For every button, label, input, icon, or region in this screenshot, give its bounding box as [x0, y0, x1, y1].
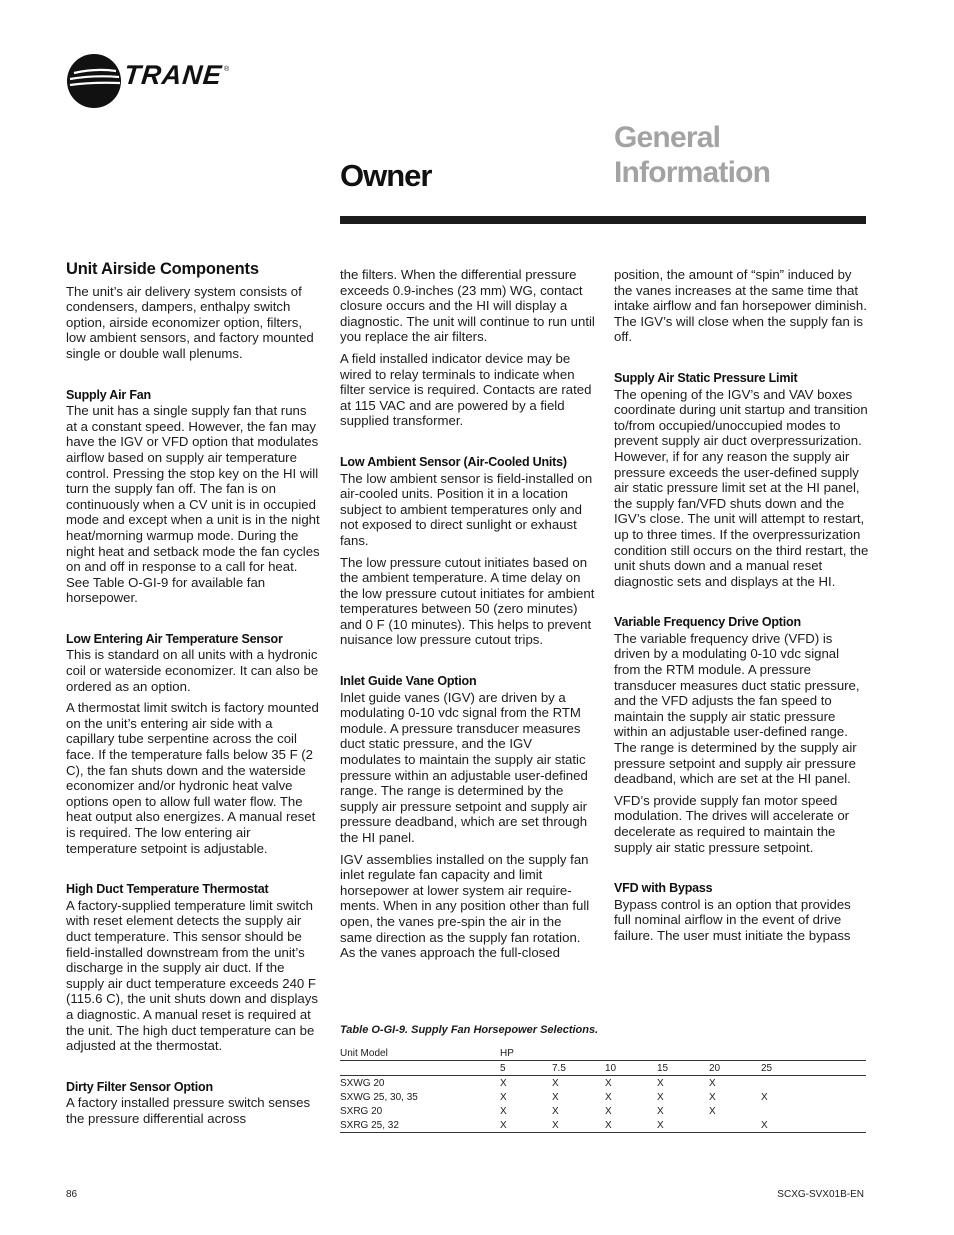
registered-mark: ® — [224, 66, 230, 73]
vfd-paragraph-2: VFD’s provide supply fan motor speed modulation. The drives will accelerate or decelerate as required to maintain the supply air static pressure setpoint. — [614, 792, 850, 855]
table-row — [340, 1118, 866, 1133]
low-ambient-heading: Low Ambient Sensor (Air-Cooled Units) — [340, 454, 567, 469]
supply-fan-paragraph: The unit has a single supply fan that runs at a constant speed. However, the fan may have the IGV or VFD option that modulates airflow based on supply air temperature control. Pressing the stop key on the HI will turn the supply fan off. The fan is on continuously when a CV unit is in occupied mode and except when a unit is in the night heat/morning warmup mode. During the night heat and setback mode the fan cycles on and off in response to a call for heat. See Table O-GI-9 for available fan horsepower. — [66, 403, 320, 606]
low-ambient-paragraph-2: The low pressure cutout initiates based on the ambient temperature. A time delay on the low pressure cutout initiates for ambient temperatures between 50 (zero minutes) and 0 F (10 minutes). This helps to prevent nuisance low pressure cutout trips. — [340, 554, 595, 648]
title-rule — [340, 216, 866, 224]
igv-paragraph-1: Inlet guide vanes (IGV) are driven by a modulating 0-10 vdc signal from the RTM module. A pressure transducer measures duct static pressure, and the IGV modulates to maintain the supply air static pressure within an adjustable user-defined range. The range is determined by the supply air pressure setpoint and supply air pressure deadband, which are set through the HI panel. — [340, 689, 588, 845]
model-cell: SXRG 20 — [340, 1105, 383, 1117]
model-cell: SXWG 20 — [340, 1077, 385, 1089]
mark-cell: X — [709, 1105, 716, 1117]
supply-fan-heading: Supply Air Fan — [66, 387, 151, 402]
hp-value: 5 — [500, 1061, 552, 1076]
column-1 — [66, 262, 320, 1133]
igv-heading: Inlet Guide Vane Option — [340, 674, 477, 689]
mark-cell: X — [500, 1077, 507, 1089]
unit-model-header: Unit Model — [340, 1046, 500, 1061]
mark-cell: X — [657, 1077, 664, 1089]
mark-cell: X — [709, 1077, 716, 1089]
dirty-filter-heading: Dirty Filter Sensor Option — [66, 1079, 213, 1094]
bypass-paragraph: Bypass control is an option that provides full nominal airflow in the event of drive failure. The user must initiate the bypass — [614, 896, 851, 943]
mark-cell: X — [761, 1091, 768, 1103]
low-ambient-paragraph-1: The low ambient sensor is field-installed on air-cooled units. Position it in a location subject to ambient temperatures only and not exposed to direct sunlight or exhaust fans. — [340, 470, 593, 548]
brand-wordmark: TRANE — [122, 60, 224, 90]
intro-paragraph: The unit’s air delivery system consists of condensers, dampers, enthalpy switch option, airside economizer option, filters, low ambient sensors, and factory mounted single or double wall plenums. — [66, 283, 314, 361]
mark-cell: X — [552, 1118, 605, 1133]
mark-cell — [761, 1076, 866, 1091]
mark-cell — [761, 1104, 866, 1118]
mark-cell: X — [605, 1105, 612, 1117]
table-caption: Table O-GI-9. Supply Fan Horsepower Selections. — [340, 1024, 599, 1036]
high-duct-paragraph: A factory-supplied temperature limit switch with reset element detects the supply air duct temperature. This sensor should be field-installed downstream from the unit’s discharge in the supply air duct. If the supply air duct temperature exceeds 240 F (115.6 C), the unit shuts down and displays a diagnostic. A manual reset is required at the unit. The high duct temperature can be adjusted at the thermostat. — [66, 897, 318, 1054]
mark-cell: X — [605, 1091, 612, 1103]
table-row — [340, 1090, 866, 1104]
indicator-paragraph: A field installed indicator device may be wired to relay terminals to indicate when filter service is required. Contacts are rated at 115 VAC and are powered by a field supplied transformer. — [340, 350, 592, 429]
mark-cell: X — [657, 1105, 664, 1117]
hp-value: 10 — [605, 1061, 657, 1076]
low-entering-paragraph-2: A thermostat limit switch is factory mounted on the unit’s entering air side with a capillary tube serpentine across the coil face. If the temperature falls below 35 F (2 C), the fan shuts down and the waterside economizer and/or hydronic heat valve options open to allow full water flow. The heat output also energizes. A manual reset is required. The low entering air temperature setpoint is adjustable. — [66, 700, 319, 856]
mark-cell: X — [500, 1118, 552, 1133]
hp-value: 20 — [709, 1061, 761, 1076]
hp-value: 25 — [761, 1061, 866, 1076]
low-entering-heading: Low Entering Air Temperature Sensor — [66, 631, 283, 646]
page-number: 86 — [66, 1189, 78, 1200]
document-id: SCXG-SVX01B-EN — [777, 1189, 864, 1200]
model-cell: SXRG 25, 32 — [340, 1118, 500, 1133]
hp-value: 15 — [657, 1061, 709, 1076]
mark-cell — [709, 1118, 761, 1133]
static-pressure-heading: Supply Air Static Pressure Limit — [614, 370, 798, 385]
mark-cell: X — [605, 1077, 612, 1089]
filter-continued-paragraph: the filters. When the differential pressure exceeds 0.9-inches (23 mm) WG, contact closure occurs and the HI will display a diagnostic. The unit will continue to run until you replace the air filters. — [340, 267, 595, 345]
high-duct-heading: High Duct Temperature Thermostat — [66, 882, 269, 897]
unit-airside-heading: Unit Airside Components — [66, 260, 259, 278]
hp-values-row — [340, 1061, 866, 1076]
section-title-line2: Information — [614, 156, 771, 189]
column-3 — [614, 267, 869, 950]
mark-cell: X — [552, 1077, 559, 1089]
igv-paragraph-2: IGV assemblies installed on the supply fan inlet regulate fan capacity and limit horsepower at lower system air require-ments. When in any position other than full open, the vanes pre-spin the air in the same direction as the supply fan rotation. As the vanes approach the full-closed — [340, 851, 590, 961]
bypass-heading: VFD with Bypass — [614, 881, 713, 896]
table-header-row — [340, 1046, 866, 1061]
dirty-filter-paragraph: A factory installed pressure switch senses the pressure differential across — [66, 1095, 311, 1126]
static-pressure-paragraph: The opening of the IGV’s and VAV boxes coordinate during unit startup and transition to/from occupied/unoccupied modes to prevent supply air duct overpressurization. However, if for any reason the supply air pressure exceeds the user-defined supply air static pressure limit set at the HI panel, the supply fan/VFD shuts down and the IGV’s close. The unit will attempt to restart, up to three times. If the overpressurization condition still occurs on the third restart, the unit shuts down and a manual reset diagnostic sets and displays at the HI. — [614, 386, 869, 589]
model-cell: SXWG 25, 30, 35 — [340, 1091, 418, 1103]
mark-cell: X — [552, 1091, 559, 1103]
table-row — [340, 1076, 866, 1091]
hp-value: 7.5 — [552, 1061, 605, 1076]
igv-continued-paragraph: position, the amount of “spin” induced by the vanes increases at the same time that intake airflow and fan horsepower diminish. The IGV’s will close when the supply fan is off. — [614, 267, 867, 345]
mark-cell: X — [605, 1118, 657, 1133]
vfd-paragraph-1: The variable frequency drive (VFD) is driven by a modulating 0-10 vdc signal from the RTM module. A pressure transducer measures duct static pressure, and the VFD adjusts the fan speed to maintain the supply air static pressure within an adjustable user-defined range. The range is determined by the supply air pressure setpoint and supply air pressure deadband, which are set at the HI panel. — [614, 630, 860, 787]
fan-horsepower-table — [340, 1046, 866, 1133]
mark-cell: X — [657, 1091, 664, 1103]
section-title — [614, 120, 770, 190]
hp-header: HP — [500, 1046, 866, 1061]
low-entering-paragraph-1: This is standard on all units with a hydronic coil or waterside economizer. It can also be ordered as an option. — [66, 647, 319, 694]
table-row — [340, 1104, 866, 1118]
mark-cell: X — [761, 1118, 866, 1133]
column-2 — [340, 267, 595, 967]
mark-cell: X — [552, 1105, 559, 1117]
owner-title: Owner — [340, 158, 432, 193]
mark-cell: X — [709, 1091, 716, 1103]
section-title-line1: General — [614, 121, 721, 154]
mark-cell: X — [500, 1105, 507, 1117]
mark-cell: X — [657, 1118, 709, 1133]
vfd-heading: Variable Frequency Drive Option — [614, 615, 801, 630]
mark-cell: X — [500, 1091, 507, 1103]
